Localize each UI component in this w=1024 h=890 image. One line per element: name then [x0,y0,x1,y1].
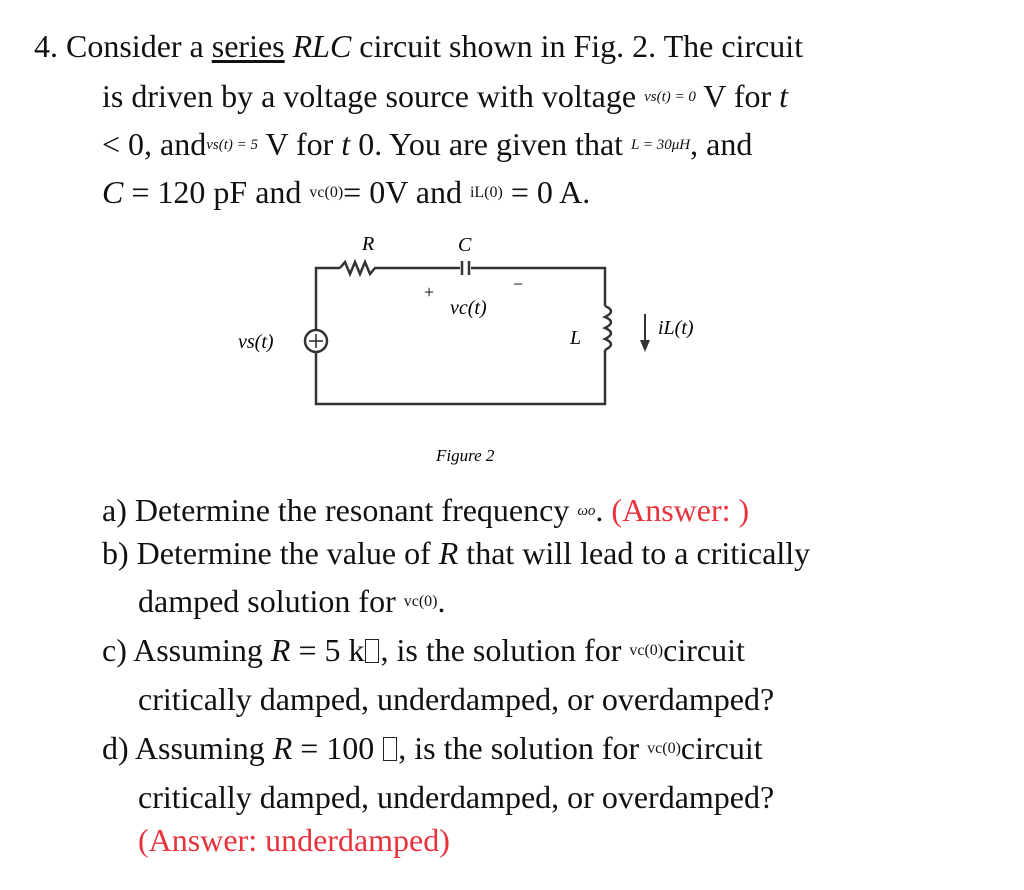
il0-expr: iL(0) [469,184,503,201]
text: V for [703,78,772,114]
text: 0. You are given that [358,126,624,162]
left-wire [316,268,340,330]
vs-zero-expr: vs(t) = 0 [644,89,696,105]
t-var: t [341,126,351,162]
label-l: L [570,327,582,349]
r-var: R [438,535,459,571]
text: damped solution for [138,583,396,619]
rlc-term: RLC [292,28,352,64]
missing-glyph-box [365,639,379,663]
text: = 5 k [298,632,365,668]
text: < 0, and [102,126,207,162]
r-var: R [272,730,293,766]
t-var: t [779,78,789,114]
question-a [102,494,749,526]
c-var: C [102,174,124,210]
figure-caption: Figure 2 [436,446,495,465]
answer-a: (Answer: ) [611,492,750,528]
label-il: iL(t) [658,317,694,339]
missing-glyph-box [383,737,397,761]
question-d [102,732,763,764]
label-vs: vs(t) [238,331,274,353]
vc0-expr: vc(0) [403,593,438,610]
text: critically damped, underdamped, or overdamped? [138,681,775,717]
text: that will lead to a critically [466,535,811,571]
omega0-expr: ωo [577,503,596,519]
text: , is the solution for [380,632,622,668]
text: V for [265,126,334,162]
vc0-expr: vc(0) [309,184,344,201]
text: . [437,583,446,619]
text: = 0 A. [510,174,591,210]
vc0-expr: vc(0) [647,740,681,757]
text: , is the solution for [398,730,640,766]
text: critically damped, underdamped, or overdamped? [138,779,775,815]
current-arrowhead [640,340,650,352]
inductance-expr: L = 30μH [631,137,691,153]
question-c-cont [138,683,774,715]
text: circuit [680,730,763,766]
text: = 100 [300,730,375,766]
question-b [102,537,810,569]
text: = 0V and [343,174,462,210]
text: , and [690,126,753,162]
text: a) Determine the resonant frequency [102,492,570,528]
problem-number: 4. [34,28,58,64]
text: circuit [663,632,745,668]
top-right-wire [471,268,605,306]
question-c [102,634,745,666]
inductor-symbol [605,306,611,350]
text: c) Assuming [102,632,263,668]
answer-d [138,824,450,856]
vs-five-expr: vs(t) = 5 [206,137,259,153]
text: Consider a [66,28,204,64]
label-c: C [458,234,472,256]
bottom-wire [316,350,605,404]
text: = 120 pF and [131,174,302,210]
underlined-series: series [211,28,285,64]
label-r: R [362,233,375,255]
question-d-cont [138,781,774,813]
answer-d-text: (Answer: underdamped) [138,822,450,858]
vc0-expr: vc(0) [629,642,664,659]
text: circuit shown in Fig. 2. The circuit [359,28,804,64]
resistor-symbol [340,262,385,274]
label-minus: − [513,274,524,294]
label-vc: vc(t) [450,297,487,319]
text: is driven by a voltage source with voltage [102,78,637,114]
text: . [595,492,604,528]
question-b-cont [138,585,446,617]
label-plus: + [424,282,435,302]
text: b) Determine the value of [102,535,431,571]
text: d) Assuming [102,730,265,766]
r-var: R [270,632,291,668]
